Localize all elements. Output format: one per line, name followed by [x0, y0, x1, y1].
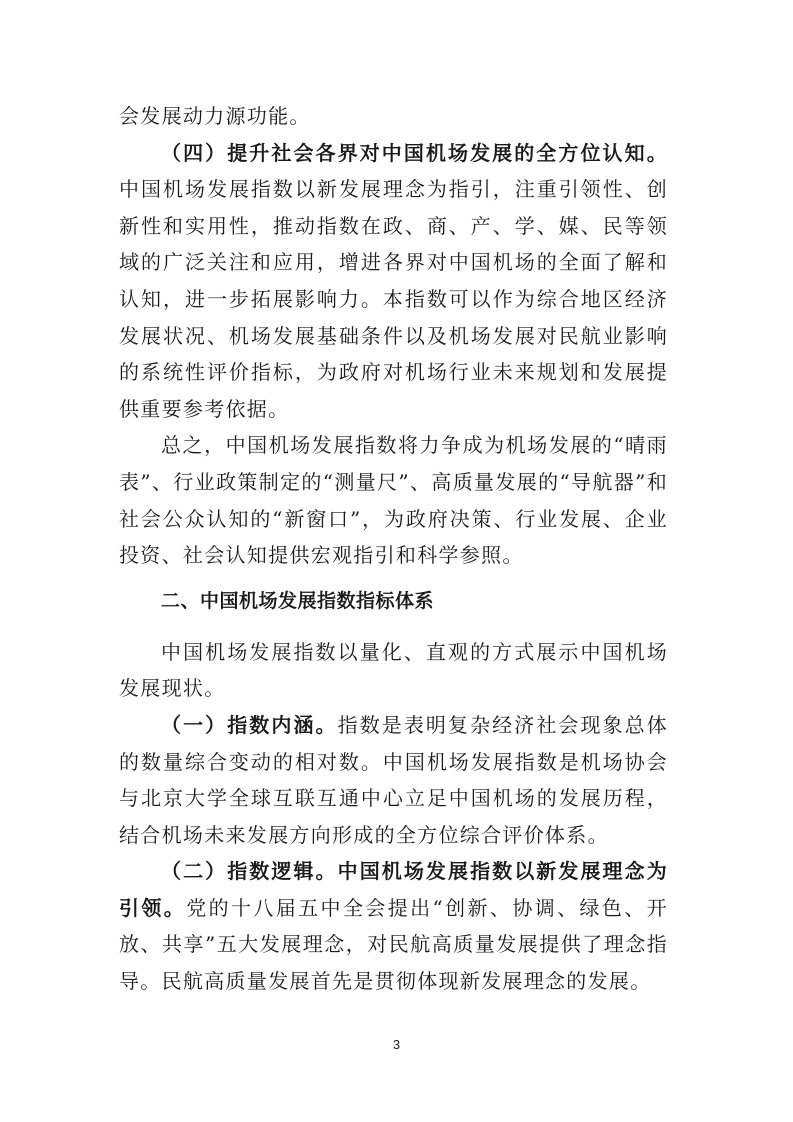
section-four-text: 中国机场发展指数以新发展理念为指引，注重引领性、创新性和实用性，推动指数在政、商、产、学、媒、民等领域的广泛关注和应用，增进各界对中国机场的全面了解和认知，进一步拓展影响力。本指数可以作为综合地区经济发展状况、机场发展基础条件以及机场发展对民航业影响的系统性评价指标，为政府对机场行业未来规划和发展提供重要参考依据。: [119, 177, 668, 421]
paragraph-index-logic: [119, 853, 668, 999]
page-number: 3: [392, 1037, 401, 1052]
paragraph-index-meaning: [119, 707, 668, 853]
section-four-title: （四）提升社会各界对中国机场发展的全方位认知。: [161, 140, 668, 165]
document-body: [119, 98, 668, 1000]
summary-text: 总之，中国机场发展指数将力争成为机场发展的“晴雨表”、行业政策制定的“测量尺”、高质量发展的“导航器”和社会公众认知的“新窗口”，为政府决策、行业发展、企业投资、社会认知提供宏观指引和科学参照。: [119, 433, 668, 568]
index-meaning-title: （一）指数内涵。: [161, 712, 338, 737]
paragraph-summary: [119, 427, 668, 573]
index-logic-text: 党的十八届五中全会提出“创新、协调、绿色、开放、共享”五大发展理念，对民航高质量发展提供了理念指导。民航高质量发展首先是贯彻体现新发展理念的发展。: [119, 895, 668, 994]
index-meaning-text: 指数是表明复杂经济社会现象总体的数量综合变动的相对数。中国机场发展指数是机场协会与北京大学全球互联互通中心立足中国机场的发展历程，结合机场未来发展方向形成的全方位综合评价体系。: [119, 712, 669, 847]
section-heading-two: 二、中国机场发展指数指标体系: [161, 589, 435, 612]
index-logic-title: （二）指数逻辑。中国机场发展指数以新发展理念为引领。: [119, 859, 668, 920]
paragraph-continuation: [119, 98, 668, 135]
paragraph-intro: [119, 634, 668, 707]
paragraph-text: 会发展动力源功能。: [119, 104, 311, 128]
intro-text: 中国机场发展指数以量化、直观的方式展示中国机场发展现状。: [119, 639, 668, 701]
paragraph-section-four: [119, 135, 668, 428]
